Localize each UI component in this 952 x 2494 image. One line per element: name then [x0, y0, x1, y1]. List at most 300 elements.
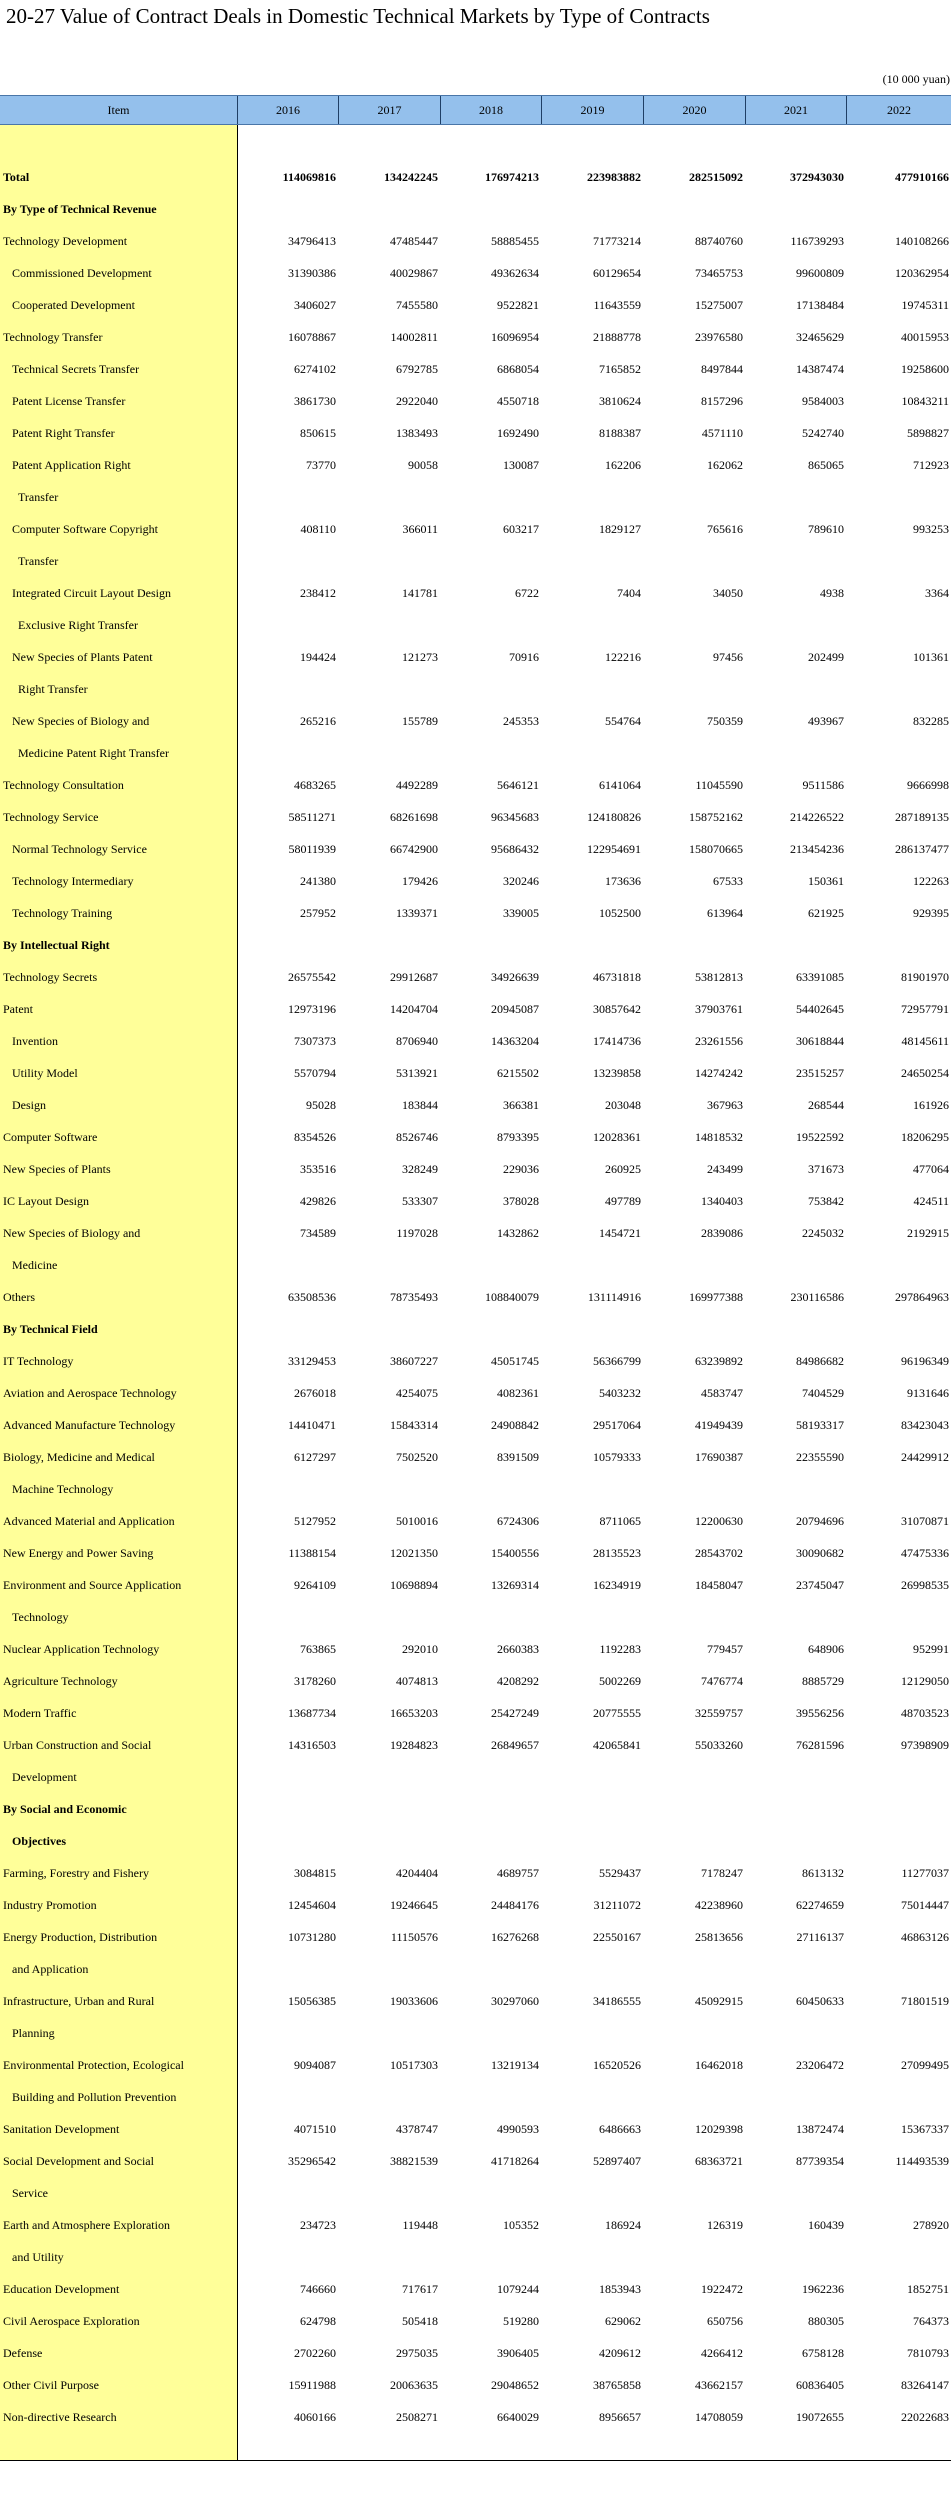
- value-cell-2020: 37903761: [695, 1001, 743, 1016]
- value-cell-2016: 33129453: [288, 1353, 336, 1368]
- value-cell-2022: 47475336: [901, 1545, 949, 1560]
- unit-label: (10 000 yuan): [882, 72, 950, 86]
- value-cell-2021: 202499: [808, 649, 844, 664]
- value-cell-2018: 14363204: [491, 1033, 539, 1048]
- value-cell-2022: 993253: [913, 521, 949, 536]
- value-cell-2016: 114069816: [282, 169, 336, 184]
- value-cell-2017: 4204404: [396, 1865, 438, 1880]
- value-cell-2019: 629062: [605, 2313, 641, 2328]
- value-cell-2021: 58193317: [796, 1417, 844, 1432]
- value-cell-2017: 533307: [402, 1193, 438, 1208]
- value-cell-2020: 243499: [707, 1161, 743, 1176]
- value-cell-2022: 712923: [913, 457, 949, 472]
- row-label: Technology Secrets: [3, 969, 98, 984]
- row-label: Technology Consultation: [3, 777, 124, 792]
- table-row: [0, 1313, 951, 1345]
- value-cell-2020: 4571110: [701, 425, 743, 440]
- value-cell-2016: 5570794: [294, 1065, 336, 1080]
- value-cell-2021: 268544: [808, 1097, 844, 1112]
- row-label: Patent Right Transfer: [12, 425, 115, 440]
- value-cell-2018: 6640029: [497, 2409, 539, 2424]
- table-row: [0, 2401, 951, 2433]
- row-label: Patent License Transfer: [12, 393, 126, 408]
- value-cell-2020: 367963: [707, 1097, 743, 1112]
- row-label: Technology Development: [3, 233, 128, 248]
- row-label: By Type of Technical Revenue: [3, 201, 157, 216]
- value-cell-2016: 34796413: [288, 233, 336, 248]
- value-cell-2021: 214226522: [790, 809, 844, 824]
- value-cell-2017: 8526746: [396, 1129, 438, 1144]
- value-cell-2019: 162206: [605, 457, 641, 472]
- row-label: Infrastructure, Urban and Rural: [3, 1993, 155, 2008]
- value-cell-2016: 257952: [300, 905, 336, 920]
- value-cell-2020: 158070665: [689, 841, 743, 856]
- value-cell-2016: 58511271: [288, 809, 336, 824]
- value-cell-2021: 230116586: [790, 1289, 844, 1304]
- value-cell-2018: 6215502: [497, 1065, 539, 1080]
- value-cell-2019: 1192283: [599, 1641, 641, 1656]
- row-label: Technology Intermediary: [12, 873, 134, 888]
- value-cell-2016: 13687734: [288, 1705, 336, 1720]
- row-label: New Energy and Power Saving: [3, 1545, 154, 1560]
- table-bottom-rule: [0, 2460, 951, 2461]
- row-label: Right Transfer: [18, 681, 88, 696]
- value-cell-2021: 1962236: [802, 2281, 844, 2296]
- value-cell-2017: 38821539: [390, 2153, 438, 2168]
- row-label: Integrated Circuit Layout Design: [12, 585, 171, 600]
- value-cell-2020: 23976580: [695, 329, 743, 344]
- value-cell-2018: 603217: [503, 521, 539, 536]
- value-cell-2022: 24429912: [901, 1449, 949, 1464]
- value-cell-2022: 46863126: [901, 1929, 949, 1944]
- table-row: [0, 1985, 951, 2017]
- value-cell-2020: 2839086: [701, 1225, 743, 1240]
- value-cell-2019: 34186555: [593, 1993, 641, 2008]
- value-cell-2017: 7502520: [396, 1449, 438, 1464]
- value-cell-2020: 126319: [707, 2217, 743, 2232]
- row-label: Design: [12, 1097, 46, 1112]
- table-row: [0, 1633, 951, 1665]
- table-row: [0, 1729, 951, 1761]
- value-cell-2021: 213454236: [790, 841, 844, 856]
- value-cell-2016: 746660: [300, 2281, 336, 2296]
- value-cell-2016: 429826: [300, 1193, 336, 1208]
- value-cell-2018: 4208292: [497, 1673, 539, 1688]
- value-cell-2020: 73465753: [695, 265, 743, 280]
- value-cell-2020: 158752162: [689, 809, 743, 824]
- value-cell-2020: 14708059: [695, 2409, 743, 2424]
- value-cell-2019: 554764: [605, 713, 641, 728]
- value-cell-2019: 223983882: [587, 169, 641, 184]
- value-cell-2017: 20063635: [390, 2377, 438, 2392]
- value-cell-2022: 929395: [913, 905, 949, 920]
- value-cell-2020: 67533: [713, 873, 743, 888]
- row-label: Exclusive Right Transfer: [18, 617, 138, 632]
- value-cell-2019: 17414736: [593, 1033, 641, 1048]
- table-row: [0, 1185, 951, 1217]
- table-row: [0, 993, 951, 1025]
- value-cell-2022: 161926: [913, 1097, 949, 1112]
- table-row: [0, 289, 951, 321]
- value-cell-2021: 87739354: [796, 2153, 844, 2168]
- value-cell-2020: 25813656: [695, 1929, 743, 1944]
- value-cell-2022: 832285: [913, 713, 949, 728]
- value-cell-2017: 14204704: [390, 1001, 438, 1016]
- table-row: [0, 1473, 951, 1505]
- table-row: [0, 2337, 951, 2369]
- value-cell-2018: 45051745: [491, 1353, 539, 1368]
- table-row: [0, 481, 951, 513]
- value-cell-2021: 20794696: [796, 1513, 844, 1528]
- table-row: [0, 1537, 951, 1569]
- value-cell-2022: 287189135: [895, 809, 949, 824]
- value-cell-2022: 24650254: [901, 1065, 949, 1080]
- value-cell-2022: 11277037: [901, 1865, 949, 1880]
- row-label: New Species of Plants: [3, 1161, 111, 1176]
- value-cell-2018: 29048652: [491, 2377, 539, 2392]
- value-cell-2016: 14410471: [288, 1417, 336, 1432]
- value-cell-2022: 477910166: [895, 169, 949, 184]
- value-cell-2017: 11150576: [390, 1929, 438, 1944]
- row-label: Agriculture Technology: [3, 1673, 118, 1688]
- value-cell-2018: 1432862: [497, 1225, 539, 1240]
- value-cell-2018: 245353: [503, 713, 539, 728]
- row-label: Others: [3, 1289, 35, 1304]
- value-cell-2019: 186924: [605, 2217, 641, 2232]
- value-cell-2017: 121273: [402, 649, 438, 664]
- value-cell-2017: 47485447: [390, 233, 438, 248]
- table-row: [0, 1697, 951, 1729]
- value-cell-2021: 19522592: [796, 1129, 844, 1144]
- table-row: [0, 769, 951, 801]
- table-header: [0, 95, 951, 125]
- table-row: [0, 2145, 951, 2177]
- value-cell-2021: 23745047: [796, 1577, 844, 1592]
- table-row: [0, 2209, 951, 2241]
- value-cell-2016: 73770: [306, 457, 336, 472]
- value-cell-2019: 13239858: [593, 1065, 641, 1080]
- value-cell-2019: 16234919: [593, 1577, 641, 1592]
- value-cell-2017: 4254075: [396, 1385, 438, 1400]
- table-row: [0, 1889, 951, 1921]
- value-cell-2018: 6722: [515, 585, 539, 600]
- value-cell-2022: 3364: [925, 585, 949, 600]
- table-row: [0, 545, 951, 577]
- value-cell-2020: 34050: [713, 585, 743, 600]
- table-row: [0, 705, 951, 737]
- value-cell-2021: 371673: [808, 1161, 844, 1176]
- value-cell-2022: 120362954: [895, 265, 949, 280]
- table-row: [0, 449, 951, 481]
- value-cell-2020: 7476774: [701, 1673, 743, 1688]
- value-cell-2017: 134242245: [384, 169, 438, 184]
- table-row: [0, 1377, 951, 1409]
- value-cell-2019: 16520526: [593, 2057, 641, 2072]
- value-cell-2021: 60836405: [796, 2377, 844, 2392]
- table-row: [0, 513, 951, 545]
- value-cell-2021: 5242740: [802, 425, 844, 440]
- value-cell-2020: 43662157: [695, 2377, 743, 2392]
- value-cell-2016: 15911988: [288, 2377, 336, 2392]
- value-cell-2016: 95028: [306, 1097, 336, 1112]
- value-cell-2022: 48145611: [901, 1033, 949, 1048]
- value-cell-2022: 71801519: [901, 1993, 949, 2008]
- value-cell-2017: 1339371: [396, 905, 438, 920]
- value-cell-2021: 880305: [808, 2313, 844, 2328]
- value-cell-2021: 14387474: [796, 361, 844, 376]
- header-item: Item: [107, 102, 130, 117]
- value-cell-2021: 160439: [808, 2217, 844, 2232]
- value-cell-2017: 292010: [402, 1641, 438, 1656]
- value-cell-2021: 789610: [808, 521, 844, 536]
- value-cell-2019: 5002269: [599, 1673, 641, 1688]
- value-cell-2021: 865065: [808, 457, 844, 472]
- value-cell-2018: 16276268: [491, 1929, 539, 1944]
- value-cell-2020: 63239892: [695, 1353, 743, 1368]
- value-cell-2016: 14316503: [288, 1737, 336, 1752]
- value-cell-2022: 424511: [913, 1193, 949, 1208]
- value-cell-2019: 260925: [605, 1161, 641, 1176]
- table-row: [0, 1217, 951, 1249]
- value-cell-2019: 1853943: [599, 2281, 641, 2296]
- value-cell-2017: 12021350: [390, 1545, 438, 1560]
- value-cell-2020: 12029398: [695, 2121, 743, 2136]
- table-row: [0, 1953, 951, 1985]
- value-cell-2020: 613964: [707, 905, 743, 920]
- row-label: Medicine Patent Right Transfer: [18, 745, 169, 760]
- value-cell-2017: 40029867: [390, 265, 438, 280]
- value-cell-2018: 26849657: [491, 1737, 539, 1752]
- value-cell-2019: 52897407: [593, 2153, 641, 2168]
- value-cell-2019: 1829127: [599, 521, 641, 536]
- value-cell-2016: 6127297: [294, 1449, 336, 1464]
- value-cell-2020: 41949439: [695, 1417, 743, 1432]
- value-cell-2018: 13219134: [491, 2057, 539, 2072]
- table-row: [0, 673, 951, 705]
- row-label: Commissioned Development: [12, 265, 152, 280]
- row-label: Farming, Forestry and Fishery: [3, 1865, 149, 1880]
- value-cell-2018: 41718264: [491, 2153, 539, 2168]
- value-cell-2021: 8613132: [802, 1865, 844, 1880]
- row-label: Service: [12, 2185, 48, 2200]
- value-cell-2020: 32559757: [695, 1705, 743, 1720]
- value-cell-2016: 26575542: [288, 969, 336, 984]
- value-cell-2020: 169977388: [689, 1289, 743, 1304]
- value-cell-2016: 234723: [300, 2217, 336, 2232]
- value-cell-2017: 10698894: [390, 1577, 438, 1592]
- value-cell-2019: 60129654: [593, 265, 641, 280]
- value-cell-2018: 58885455: [491, 233, 539, 248]
- value-cell-2019: 28135523: [593, 1545, 641, 1560]
- table-row: [0, 1441, 951, 1473]
- value-cell-2021: 17138484: [796, 297, 844, 312]
- value-cell-2021: 648906: [808, 1641, 844, 1656]
- value-cell-2016: 4071510: [294, 2121, 336, 2136]
- value-cell-2016: 408110: [300, 521, 336, 536]
- row-label: Patent Application Right: [12, 457, 131, 472]
- value-cell-2019: 38765858: [593, 2377, 641, 2392]
- table-row: [0, 257, 951, 289]
- value-cell-2020: 282515092: [689, 169, 743, 184]
- table-row: [0, 2081, 951, 2113]
- value-cell-2019: 6141064: [599, 777, 641, 792]
- row-label: Technical Secrets Transfer: [12, 361, 140, 376]
- value-cell-2021: 54402645: [796, 1001, 844, 1016]
- table-row: [0, 1409, 951, 1441]
- value-cell-2018: 96345683: [491, 809, 539, 824]
- value-cell-2020: 14274242: [695, 1065, 743, 1080]
- value-cell-2016: 7307373: [294, 1033, 336, 1048]
- value-cell-2017: 183844: [402, 1097, 438, 1112]
- value-cell-2016: 734589: [300, 1225, 336, 1240]
- row-label: IC Layout Design: [3, 1193, 89, 1208]
- value-cell-2019: 6486663: [599, 2121, 641, 2136]
- value-cell-2016: 3406027: [294, 297, 336, 312]
- table-row: [0, 1825, 951, 1857]
- value-cell-2017: 78735493: [390, 1289, 438, 1304]
- value-cell-2016: 9264109: [294, 1577, 336, 1592]
- row-label: By Technical Field: [3, 1321, 98, 1336]
- value-cell-2019: 30857642: [593, 1001, 641, 1016]
- value-cell-2016: 353516: [300, 1161, 336, 1176]
- table-row: [0, 929, 951, 961]
- value-cell-2017: 16653203: [390, 1705, 438, 1720]
- value-cell-2022: 297864963: [895, 1289, 949, 1304]
- value-cell-2017: 5010016: [396, 1513, 438, 1528]
- value-cell-2018: 25427249: [491, 1705, 539, 1720]
- row-label: Technology: [12, 1609, 69, 1624]
- header-2018: 2018: [440, 96, 541, 124]
- row-label: Invention: [12, 1033, 58, 1048]
- value-cell-2018: 5646121: [497, 777, 539, 792]
- value-cell-2021: 63391085: [796, 969, 844, 984]
- row-label: Transfer: [18, 553, 59, 568]
- value-cell-2018: 105352: [503, 2217, 539, 2232]
- row-label: Energy Production, Distribution: [3, 1929, 158, 1944]
- table-row: [0, 1249, 951, 1281]
- value-cell-2019: 8956657: [599, 2409, 641, 2424]
- value-cell-2018: 24908842: [491, 1417, 539, 1432]
- value-cell-2020: 8497844: [701, 361, 743, 376]
- value-cell-2017: 366011: [402, 521, 438, 536]
- value-cell-2017: 29912687: [390, 969, 438, 984]
- table-row: [0, 1793, 951, 1825]
- row-label: Development: [12, 1769, 77, 1784]
- value-cell-2019: 122216: [605, 649, 641, 664]
- value-cell-2018: 1079244: [497, 2281, 539, 2296]
- table-row: [0, 961, 951, 993]
- table-row: [0, 321, 951, 353]
- value-cell-2019: 497789: [605, 1193, 641, 1208]
- row-label: Total: [3, 169, 30, 184]
- value-cell-2021: 13872474: [796, 2121, 844, 2136]
- value-cell-2022: 31070871: [901, 1513, 949, 1528]
- value-cell-2021: 2245032: [802, 1225, 844, 1240]
- value-cell-2016: 2702260: [294, 2345, 336, 2360]
- value-cell-2020: 18458047: [695, 1577, 743, 1592]
- value-cell-2016: 12973196: [288, 1001, 336, 1016]
- table-row: [0, 1505, 951, 1537]
- value-cell-2018: 339005: [503, 905, 539, 920]
- value-cell-2018: 49362634: [491, 265, 539, 280]
- value-cell-2016: 12454604: [288, 1897, 336, 1912]
- value-cell-2022: 12129050: [901, 1673, 949, 1688]
- value-cell-2022: 140108266: [895, 233, 949, 248]
- row-label: Advanced Manufacture Technology: [3, 1417, 176, 1432]
- value-cell-2017: 2508271: [396, 2409, 438, 2424]
- table-row: [0, 737, 951, 769]
- table-row: [0, 417, 951, 449]
- value-cell-2016: 8354526: [294, 1129, 336, 1144]
- value-cell-2021: 99600809: [796, 265, 844, 280]
- value-cell-2020: 45092915: [695, 1993, 743, 2008]
- row-label: Cooperated Development: [12, 297, 135, 312]
- row-label: Environment and Source Application: [3, 1577, 182, 1592]
- value-cell-2019: 122954691: [587, 841, 641, 856]
- value-cell-2017: 328249: [402, 1161, 438, 1176]
- row-label: By Social and Economic: [3, 1801, 127, 1816]
- value-cell-2020: 1922472: [701, 2281, 743, 2296]
- value-cell-2022: 952991: [913, 1641, 949, 1656]
- value-cell-2020: 650756: [707, 2313, 743, 2328]
- value-cell-2021: 753842: [808, 1193, 844, 1208]
- row-label: Nuclear Application Technology: [3, 1641, 160, 1656]
- row-label: New Species of Biology and: [3, 1225, 141, 1240]
- value-cell-2019: 7404: [617, 585, 641, 600]
- row-label: Technology Transfer: [3, 329, 103, 344]
- value-cell-2022: 5898827: [907, 425, 949, 440]
- value-cell-2019: 131114916: [587, 1289, 641, 1304]
- value-cell-2016: 763865: [300, 1641, 336, 1656]
- value-cell-2018: 2660383: [497, 1641, 539, 1656]
- value-cell-2022: 7810793: [907, 2345, 949, 2360]
- value-cell-2017: 179426: [402, 873, 438, 888]
- value-cell-2020: 7178247: [701, 1865, 743, 1880]
- value-cell-2017: 38607227: [390, 1353, 438, 1368]
- table-row: [0, 385, 951, 417]
- value-cell-2022: 81901970: [901, 969, 949, 984]
- value-cell-2021: 84986682: [796, 1353, 844, 1368]
- table-row: [0, 2049, 951, 2081]
- value-cell-2016: 35296542: [288, 2153, 336, 2168]
- page-title: 20-27 Value of Contract Deals in Domestic Technical Markets by Type of Contracts: [6, 4, 710, 28]
- row-label: New Species of Plants Patent: [12, 649, 153, 664]
- value-cell-2022: 72957791: [901, 1001, 949, 1016]
- value-cell-2016: 624798: [300, 2313, 336, 2328]
- value-cell-2018: 1692490: [497, 425, 539, 440]
- value-cell-2020: 4266412: [701, 2345, 743, 2360]
- row-label: Industry Promotion: [3, 1897, 97, 1912]
- value-cell-2019: 3810624: [599, 393, 641, 408]
- value-cell-2020: 12200630: [695, 1513, 743, 1528]
- value-cell-2021: 9584003: [802, 393, 844, 408]
- value-cell-2020: 28543702: [695, 1545, 743, 1560]
- value-cell-2021: 8885729: [802, 1673, 844, 1688]
- value-cell-2022: 2192915: [907, 1225, 949, 1240]
- row-label: Objectives: [12, 1833, 66, 1848]
- value-cell-2020: 11045590: [695, 777, 743, 792]
- row-label: Environmental Protection, Ecological: [3, 2057, 184, 2072]
- value-cell-2016: 4683265: [294, 777, 336, 792]
- value-cell-2017: 505418: [402, 2313, 438, 2328]
- row-label: Sanitation Development: [3, 2121, 120, 2136]
- value-cell-2017: 68261698: [390, 809, 438, 824]
- row-label: and Application: [12, 1961, 89, 1976]
- value-cell-2018: 366381: [503, 1097, 539, 1112]
- value-cell-2021: 23515257: [796, 1065, 844, 1080]
- value-cell-2022: 97398909: [901, 1737, 949, 1752]
- value-cell-2021: 116739293: [790, 233, 844, 248]
